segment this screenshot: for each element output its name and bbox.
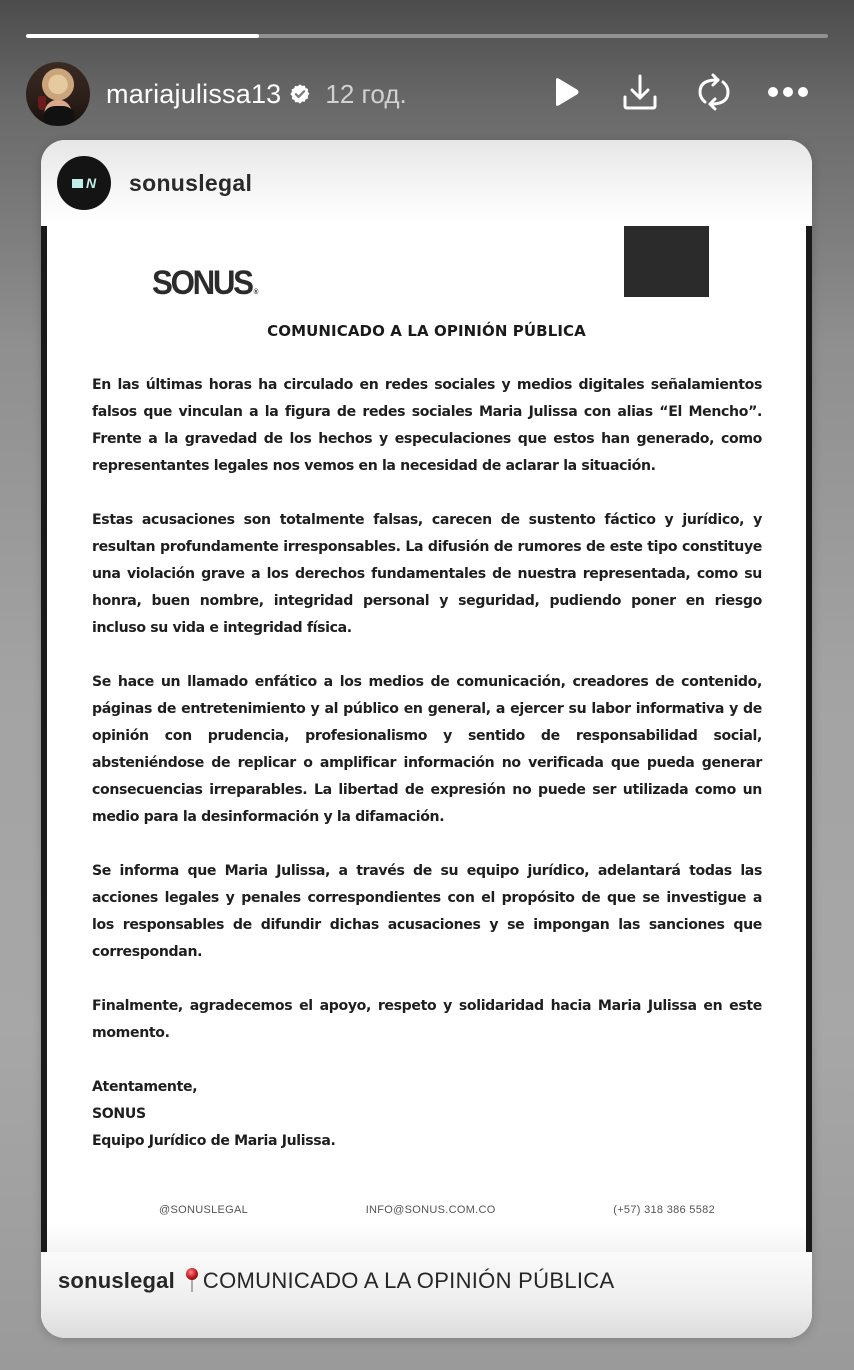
download-icon bbox=[621, 73, 659, 116]
refresh-button[interactable] bbox=[694, 74, 734, 114]
signature-closing: Atentamente, bbox=[92, 1079, 198, 1095]
document-title: COMUNICADO A LA OPINIÓN PÚBLICA bbox=[267, 322, 586, 340]
account-avatar-mark: N bbox=[85, 175, 97, 191]
post-caption bbox=[41, 1252, 812, 1338]
verified-badge-icon bbox=[289, 83, 311, 105]
user-avatar[interactable] bbox=[26, 62, 90, 126]
more-options-button[interactable] bbox=[768, 74, 808, 114]
story-progress-fill bbox=[26, 34, 259, 38]
more-icon bbox=[767, 85, 809, 103]
account-avatar[interactable] bbox=[57, 156, 111, 210]
document-footer bbox=[47, 1204, 806, 1252]
signature bbox=[92, 1074, 762, 1155]
post-time: 12 год. bbox=[325, 78, 407, 109]
footer-handle: @SONUSLEGAL bbox=[159, 1204, 249, 1216]
redacted-block bbox=[624, 226, 709, 297]
paragraph: Se hace un llamado enfático a los medios de comunicación, creadores de contenido, páginas de entretenimiento y al público en general, a ejercer su labor informativa y de opinión con prudencia, profesionalismo y sentido de responsabilidad social, absteniéndose de replicar o amplificar información no verificada que pueda generar consecuencias irreparables. La libertad de expresión no puede ser utilizada como un medio para la desinformación y la difamación. bbox=[92, 674, 762, 825]
paragraph: Finalmente, agradecemos el apoyo, respeto y solidaridad hacia Maria Julissa en este momento. bbox=[92, 998, 762, 1041]
avatar-glass-detail bbox=[38, 96, 46, 110]
logo-text: SONUS bbox=[152, 264, 252, 302]
footer-email: INFO@SONUS.COM.CO bbox=[365, 1204, 496, 1216]
account-name[interactable]: sonuslegal bbox=[129, 169, 253, 196]
story-header bbox=[26, 62, 816, 126]
shared-post-card[interactable] bbox=[41, 140, 812, 1338]
username[interactable]: mariajulissa13 bbox=[106, 78, 282, 109]
footer-phone: (+57) 318 386 5582 bbox=[613, 1204, 715, 1216]
paragraph: Estas acusaciones son totalmente falsas, carecen de sustento fáctico y jurídico, y resultan profundamente irresponsables. La difusión de rumores de este tipo constituye una violación grave a los derechos fundamentales de nuestra representada, como su honra, buen nombre, integridad personal y seguridad, pudiendo poner en riesgo incluso su vida e integridad física. bbox=[92, 512, 762, 636]
play-button[interactable] bbox=[546, 74, 586, 114]
story-progress-bar bbox=[26, 34, 828, 38]
document-body bbox=[92, 372, 762, 1155]
caption-text: COMUNICADO A LA OPINIÓN PÚBLICA bbox=[202, 1268, 615, 1293]
paragraph: Se informa que Maria Julissa, a través de su equipo jurídico, adelantará todas las acciones legales y penales correspondientes con el propósito de que se investigue a los responsables de difundir dichas acusaciones y se impongan las sanciones que correspondan. bbox=[92, 863, 762, 960]
document bbox=[47, 226, 806, 1252]
signature-company: SONUS bbox=[92, 1106, 146, 1122]
caption-username[interactable]: sonuslegal bbox=[58, 1268, 175, 1293]
post-header bbox=[41, 140, 812, 226]
document-right-border bbox=[806, 226, 812, 1252]
download-button[interactable] bbox=[620, 74, 660, 114]
pin-icon bbox=[185, 1267, 199, 1293]
play-icon bbox=[552, 77, 580, 112]
avatar-dress-detail bbox=[44, 106, 74, 126]
story-actions bbox=[546, 74, 816, 114]
sonus-logo bbox=[152, 264, 258, 303]
sonus-square-mark-icon bbox=[72, 179, 83, 188]
paragraph: En las últimas horas ha circulado en redes sociales y medios digitales señalamientos falsos que vinculan a la figura de redes sociales Maria Julissa con alias “El Mencho”. Frente a la gravedad de los hechos y especulaciones que estos han generado, como representantes legales nos vemos en la necesidad de aclarar la situación. bbox=[92, 377, 762, 474]
refresh-icon bbox=[696, 72, 732, 117]
signature-team: Equipo Jurídico de Maria Julissa. bbox=[92, 1133, 336, 1149]
logo-registered-mark: ® bbox=[253, 289, 259, 296]
